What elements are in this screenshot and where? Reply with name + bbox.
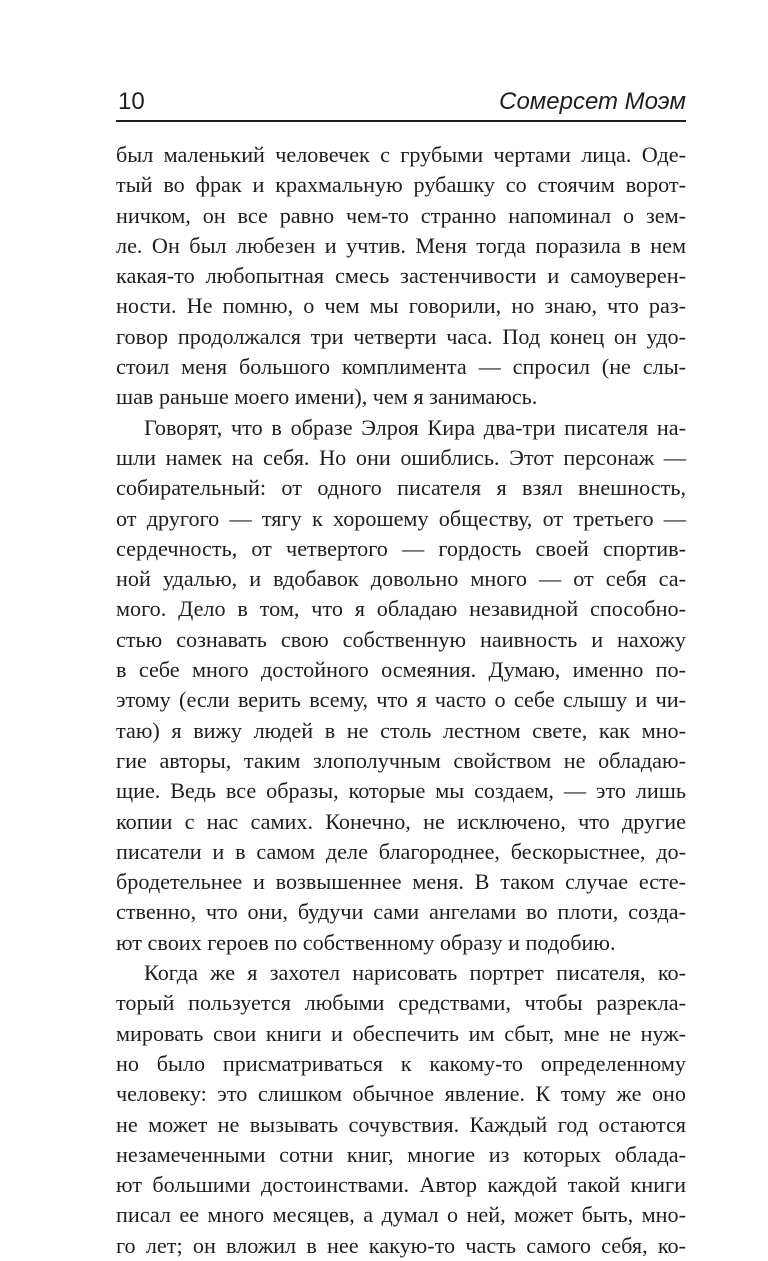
text-line: шли намек на себя. Но они ошиблись. Этот персонаж — bbox=[116, 444, 686, 470]
text-line: в себе много достойного осмеяния. Думаю, именно по- bbox=[116, 657, 686, 683]
text-line: незамеченными сотни книг, многие из которых облада- bbox=[116, 1141, 686, 1167]
running-head bbox=[116, 84, 686, 122]
text-line: Говорят, что в образе Элроя Кира два-три писателя на- bbox=[144, 414, 686, 440]
text-line: копии с нас самих. Конечно, не исключено, что другие bbox=[116, 808, 686, 834]
paragraph bbox=[116, 958, 686, 1261]
text-line: таю) я вижу людей в не столь лестном свете, как мно- bbox=[116, 717, 686, 743]
text-line: говор продолжался три четверти часа. Под конец он удо- bbox=[116, 323, 686, 349]
text-line: но было присматриваться к какому-то определенному bbox=[116, 1050, 686, 1076]
paragraph bbox=[116, 140, 686, 413]
text-line: человеку: это слишком обычное явление. К тому же оно bbox=[116, 1081, 686, 1107]
text-line: го лет; он вложил в нее какую-то часть самого себя, ко- bbox=[116, 1232, 686, 1258]
text-line: ственно, что они, будучи сами ангелами во плоти, созда- bbox=[116, 899, 686, 925]
text-line: был маленький человечек с грубыми чертами лица. Оде- bbox=[116, 142, 686, 167]
text-line: тый во фрак и крахмальную рубашку со стоячим ворот- bbox=[116, 172, 686, 198]
text-line: не может не вызывать сочувствия. Каждый год остаются bbox=[116, 1111, 686, 1137]
text-line: писал ее много месяцев, а думал о ней, может быть, мно- bbox=[116, 1202, 686, 1228]
text-line: от другого — тягу к хорошему обществу, от третьего — bbox=[116, 505, 686, 531]
body-text bbox=[116, 140, 686, 1261]
text-line: щие. Ведь все образы, которые мы создаем, — это лишь bbox=[116, 778, 686, 804]
text-line: бродетельнее и возвышеннее меня. В таком случае есте- bbox=[116, 869, 686, 895]
text-line: ничком, он все равно чем-то странно напоминал о зем- bbox=[116, 202, 686, 228]
text-line: ной удалью, и вдобавок довольно много — от себя са- bbox=[116, 566, 686, 592]
text-line: стоил меня большого комплимента — спросил (не слы- bbox=[116, 354, 686, 380]
text-line: стью сознавать свою собственную наивность и нахожу bbox=[116, 626, 686, 652]
text-line: мировать свои книги и обеспечить им сбыт, мне не нуж- bbox=[116, 1020, 686, 1046]
text-line: ют своих героев по собственному образу и подобию. bbox=[116, 929, 616, 955]
text-line: мого. Дело в том, что я обладаю незавидной способно- bbox=[116, 596, 686, 622]
text-line: ют большими достоинствами. Автор каждой такой книги bbox=[116, 1172, 686, 1198]
text-line: этому (если верить всему, что я часто о себе слышу и чи- bbox=[116, 687, 686, 713]
text-line: писатели и в самом деле благороднее, бескорыстнее, до- bbox=[116, 838, 686, 864]
text-line: ности. Не помню, о чем мы говорили, но знаю, что раз- bbox=[116, 293, 686, 319]
book-page bbox=[116, 84, 686, 1261]
text-line: сердечность, от четвертого — гордость своей спортив- bbox=[116, 535, 686, 561]
text-line: Когда же я захотел нарисовать портрет писателя, ко- bbox=[144, 960, 686, 986]
paragraph bbox=[116, 413, 686, 958]
text-line: шав раньше моего имени), чем я занимаюсь. bbox=[116, 384, 538, 410]
text-line: какая-то любопытная смесь застенчивости и самоуверен- bbox=[116, 263, 686, 289]
text-line: ле. Он был любезен и учтив. Меня тогда поразила в нем bbox=[116, 232, 686, 258]
page-number: 10 bbox=[118, 88, 145, 115]
text-line: торый пользуется любыми средствами, чтобы разрекла- bbox=[116, 990, 686, 1016]
text-line: гие авторы, таким злополучным свойством не обладаю- bbox=[116, 747, 686, 773]
running-title: Сомерсет Моэм bbox=[499, 88, 686, 115]
text-line: собирательный: от одного писателя я взял внешность, bbox=[116, 475, 686, 501]
